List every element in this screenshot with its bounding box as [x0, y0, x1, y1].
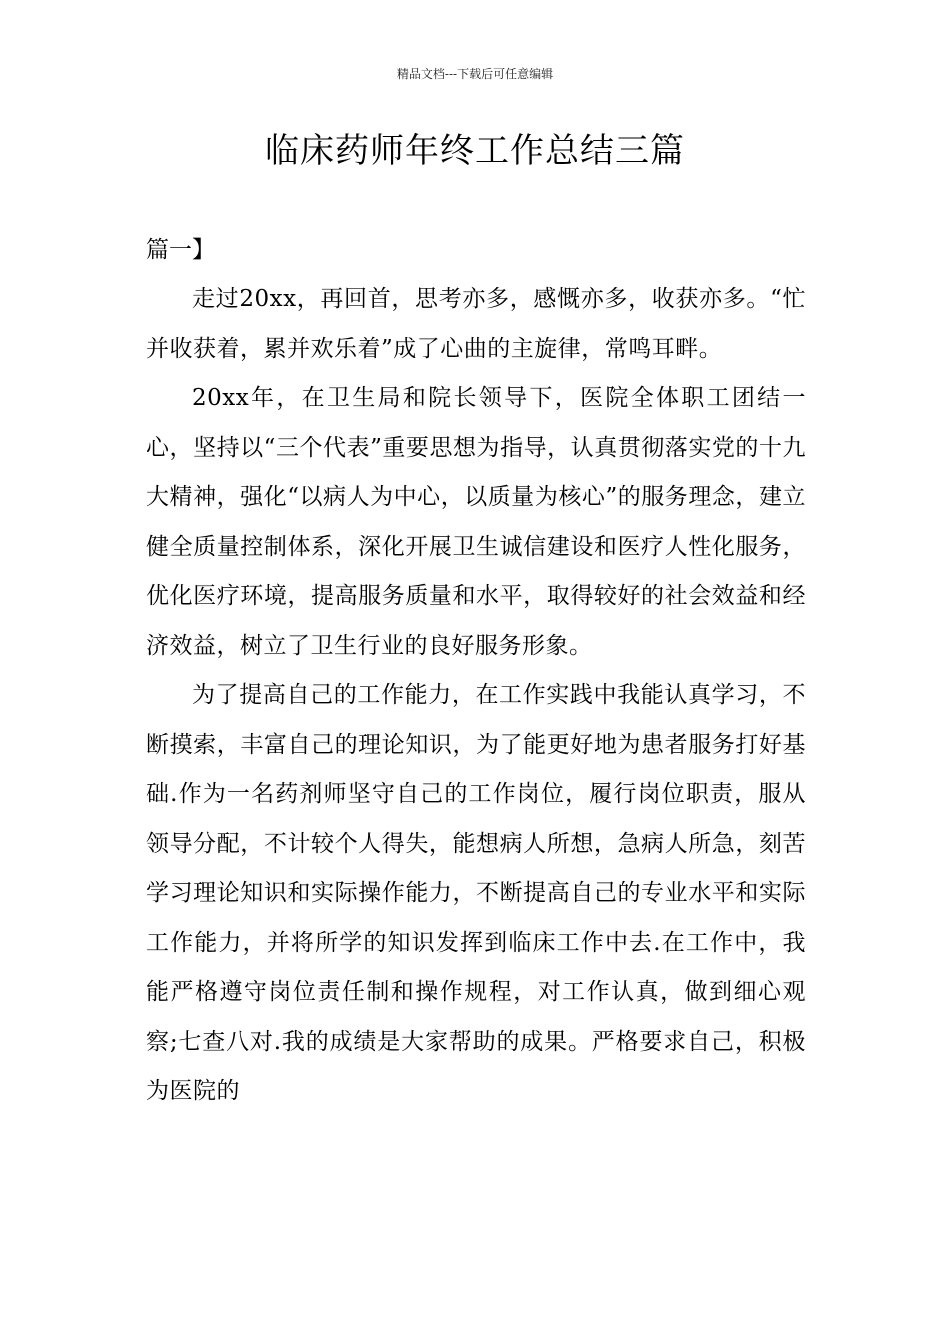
- section-label: 篇一】: [146, 237, 215, 263]
- paragraph-3: 为了提高自己的工作能力，在工作实践中我能认真学习，不断摸索，丰富自己的理论知识，为了能更好地为患者服务打好基础.作为一名药剂师坚守自己的工作岗位，履行岗位职责，服从领导分配，不计较个人得失，能想病人所想，急病人所急，刻苦学习理论知识和实际操作能力，不断提高自己的专业水平和实际工作能力，并将所学的知识发挥到临床工作中去.在工作中，我能严格遵守岗位责任制和操作规程，对工作认真，做到细心观察;七查八对.我的成绩是大家帮助的成果。严格要求自己，积极为医院的: [146, 682, 806, 1104]
- document-title: 临床药师年终工作总结三篇: [265, 131, 685, 171]
- paragraph-2: 20xx年，在卫生局和院长领导下，医院全体职工团结一心，坚持以“三个代表”重要思想为指导，认真贯彻落实党的十九大精神，强化“以病人为中心，以质量为核心”的服务理念，建立健全质量控制体系，深化开展卫生诚信建设和医疗人性化服务，优化医疗环境，提高服务质量和水平，取得较好的社会效益和经济效益，树立了卫生行业的良好服务形象。: [146, 385, 806, 659]
- paragraph-1: 走过20xx，再回首，思考亦多，感慨亦多，收获亦多。“忙并收获着，累并欢乐着”成了心曲的主旋律，常鸣耳畔。: [146, 286, 806, 362]
- document-body: [146, 226, 806, 1117]
- page-header-note: 精品文档---下载后可任意编辑: [396, 67, 554, 81]
